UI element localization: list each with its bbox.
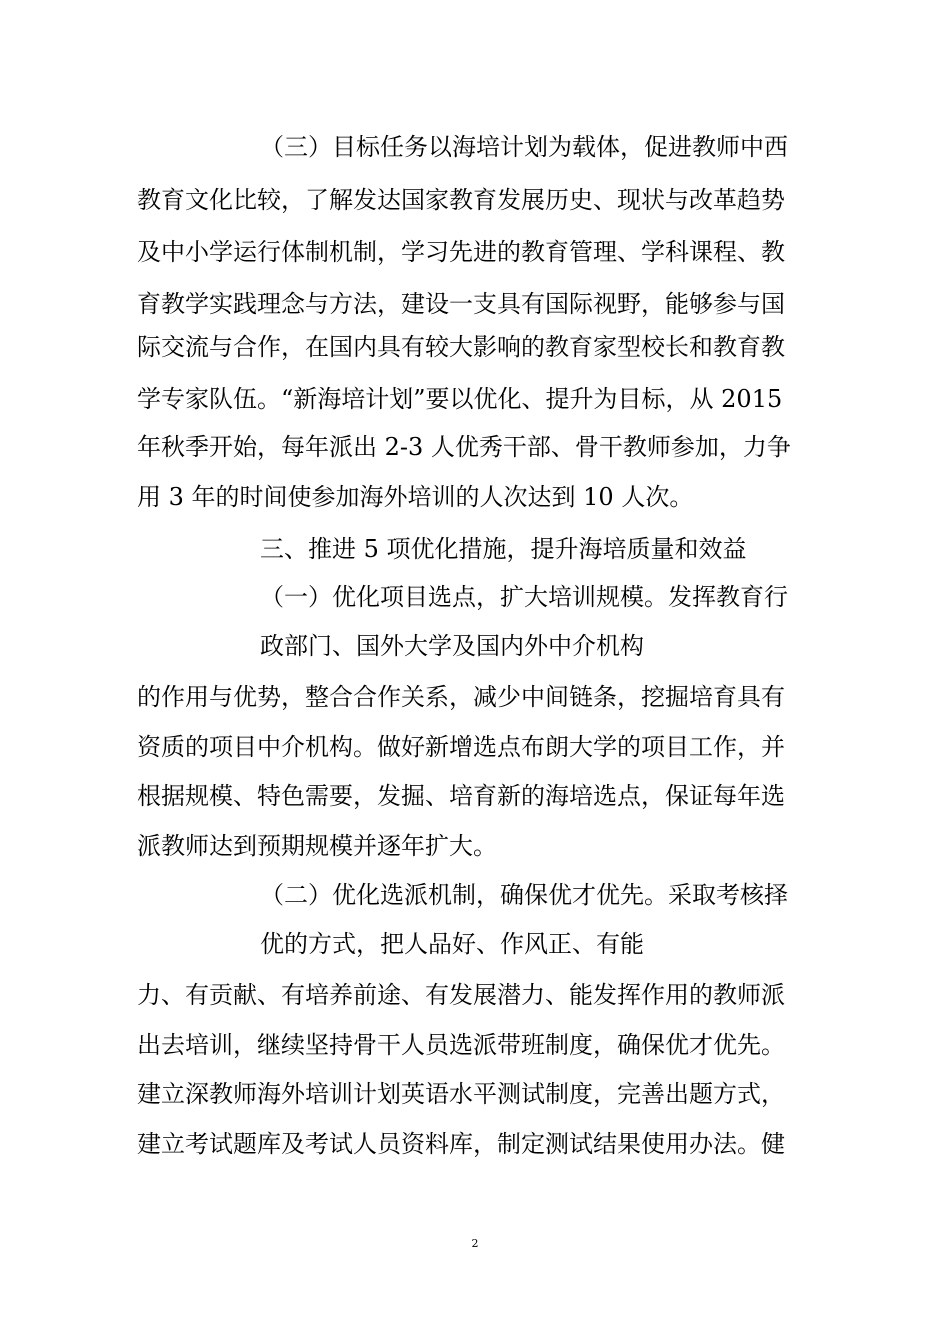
page-number: 2: [471, 1237, 479, 1250]
paragraph-line: （二）优化选派机制，确保优才优先。采取考核择: [260, 881, 788, 909]
paragraph-line: 年秋季开始，每年派出 2-3 人优秀干部、骨干教师参加，力争: [137, 433, 791, 461]
paragraph-line: （一）优化项目选点，扩大培训规模。发挥教育行: [260, 583, 788, 611]
paragraph-line: 教育文化比较，了解发达国家教育发展历史、现状与改革趋势: [137, 186, 785, 214]
paragraph-line: 的作用与优势，整合合作关系，减少中间链条，挖掘培育具有: [137, 683, 785, 711]
paragraph-line: 建立深教师海外培训计划英语水平测试制度，完善出题方式，: [137, 1080, 785, 1108]
paragraph-line: 际交流与合作，在国内具有较大影响的教育家型校长和教育教: [137, 333, 785, 361]
paragraph-line: 育教学实践理念与方法，建设一支具有国际视野，能够参与国: [137, 290, 785, 318]
paragraph-line: 建立考试题库及考试人员资料库，制定测试结果使用办法。健: [137, 1130, 785, 1158]
paragraph-line: 出去培训，继续坚持骨干人员选派带班制度，确保优才优先。: [137, 1031, 785, 1059]
paragraph-line: 及中小学运行体制机制，学习先进的教育管理、学科课程、教: [137, 238, 785, 266]
paragraph-line: 资质的项目中介机构。做好新增选点布朗大学的项目工作，并: [137, 733, 785, 761]
paragraph-line: 派教师达到预期规模并逐年扩大。: [137, 832, 497, 860]
paragraph-line: 根据规模、特色需要，发掘、培育新的海培选点，保证每年选: [137, 782, 785, 810]
paragraph-line: （三）目标任务以海培计划为载体，促进教师中西: [260, 133, 788, 161]
paragraph-line: 用 3 年的时间使参加海外培训的人次达到 10 人次。: [137, 483, 694, 511]
paragraph-line: 优的方式，把人品好、作风正、有能: [260, 930, 644, 958]
paragraph-line: 政部门、国外大学及国内外中介机构: [260, 632, 644, 660]
section-heading: 三、推进 5 项优化措施，提升海培质量和效益: [260, 535, 747, 563]
paragraph-line: 力、有贡献、有培养前途、有发展潜力、能发挥作用的教师派: [137, 981, 785, 1009]
paragraph-line: 学专家队伍。“新海培计划”要以优化、提升为目标，从 2015: [137, 385, 783, 413]
